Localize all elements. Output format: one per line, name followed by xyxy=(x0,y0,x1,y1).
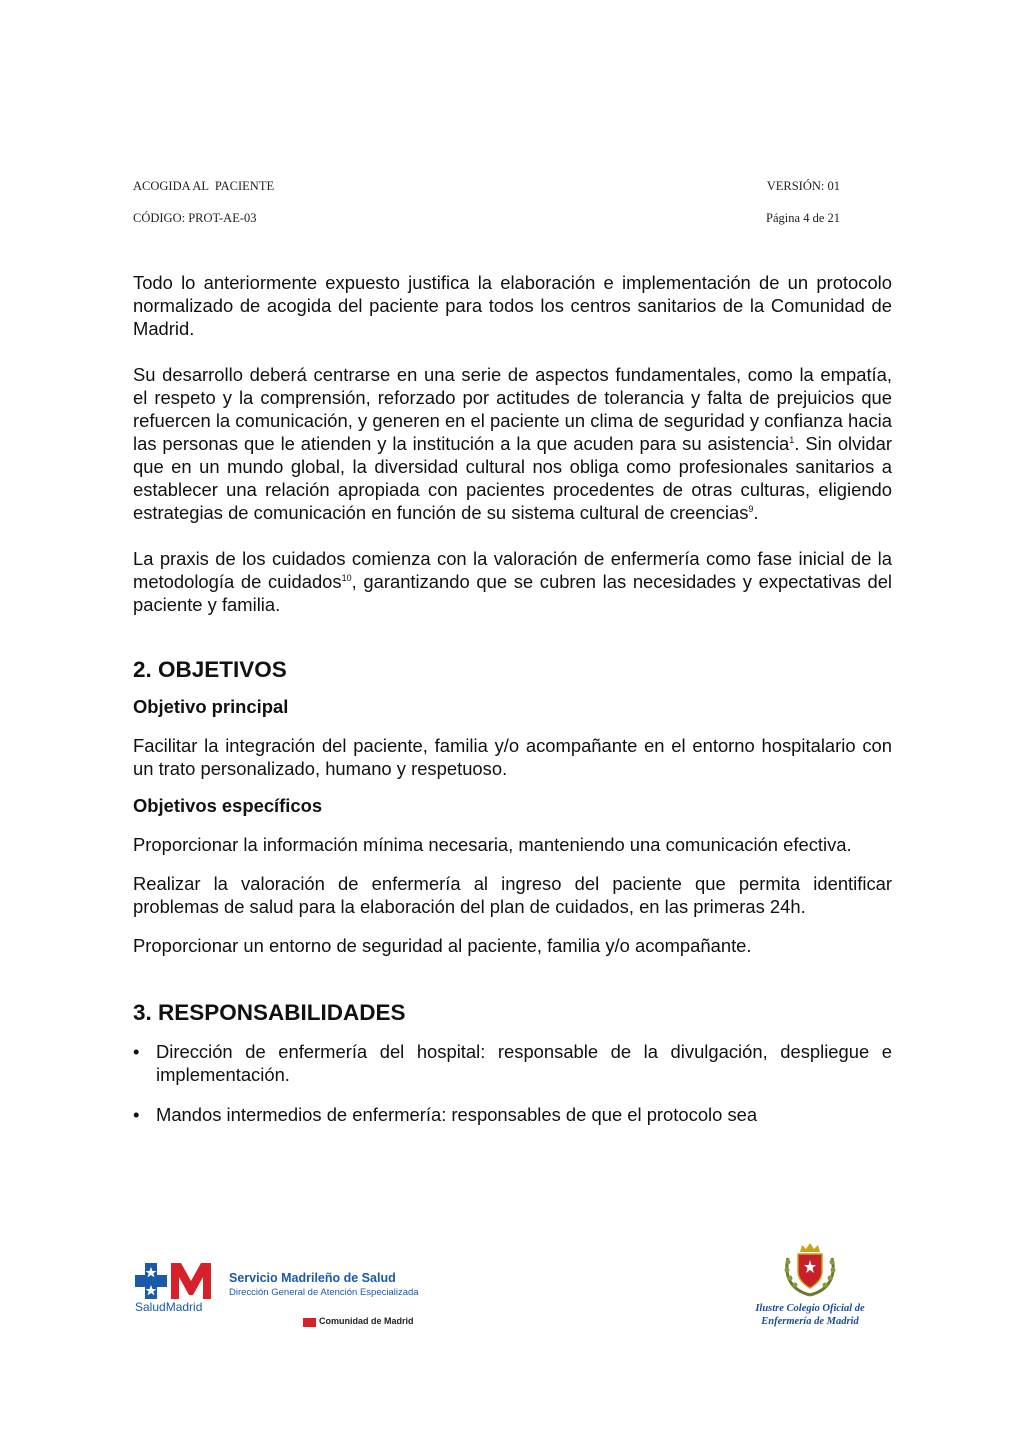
servicio-madrileno-title: Servicio Madrileño de Salud xyxy=(229,1271,396,1285)
salud-madrid-emblem-icon xyxy=(135,1263,215,1299)
list-item-text: Dirección de enfermería del hospital: responsable de la divulgación, despliegue e implementación. xyxy=(156,1041,892,1085)
intro-paragraph-3-text-b: , garantizando que se cubren las necesidades y expectativas del paciente y familia. xyxy=(133,571,893,615)
objetivo-especifico-2: Realizar la valoración de enfermería al ingreso del paciente que permita identificar problemas de salud para la elaboración del plan de cuidados, en las primeras 24h. xyxy=(133,873,892,917)
responsabilidades-list xyxy=(133,1040,892,1126)
intro-paragraph-2-text-c: . xyxy=(753,502,759,523)
section-heading-responsabilidades: 3. RESPONSABILIDADES xyxy=(133,1000,406,1025)
colegio-emblem-icon xyxy=(780,1240,840,1298)
intro-paragraph-3-text-a: La praxis de los cuidados comienza con la valoración de enfermería como fase inicial de la metodología de cuidados xyxy=(133,548,892,592)
page-number: Página 4 de 21 xyxy=(766,211,840,225)
intro-paragraph-2-text-b: . Sin olvidar que en un mundo global, la diversidad cultural nos obliga como profesionales sanitarios a establecer una relación apropiada con pacientes procedentes de otras culturas, eligiendo estrategias de comunicación en función de su sistema cultural de creencias xyxy=(133,433,892,523)
footnote-ref-1: 1 xyxy=(789,435,795,445)
list-item-text: Mandos intermedios de enfermería: responsables de que el protocolo sea xyxy=(156,1104,758,1125)
subheading-objetivo-principal: Objetivo principal xyxy=(133,696,289,717)
objetivo-especifico-3: Proporcionar un entorno de seguridad al paciente, familia y/o acompañante. xyxy=(133,935,752,956)
intro-paragraph-2 xyxy=(133,363,892,524)
salud-madrid-brand: SaludMadrid xyxy=(135,1300,203,1314)
footnote-ref-9: 9 xyxy=(748,504,754,514)
document-title: ACOGIDA AL PACIENTE xyxy=(133,179,275,193)
colegio-name-line-2: Enfermería de Madrid xyxy=(761,1316,859,1327)
objetivo-especifico-1: Proporcionar la información mínima necesaria, manteniendo una comunicación efectiva. xyxy=(133,834,852,855)
page-header-row-1 xyxy=(133,179,840,194)
list-item xyxy=(133,1103,892,1126)
colegio-enfermeria-logo xyxy=(740,1240,880,1330)
salud-madrid-logo xyxy=(135,1263,435,1333)
document-code: CÓDIGO: PROT-AE-03 xyxy=(133,211,257,225)
colegio-name-line-1: Ilustre Colegio Oficial de xyxy=(755,1303,865,1314)
bullet-icon: • xyxy=(133,1104,140,1125)
colegio-enfermeria-name xyxy=(740,1302,880,1328)
servicio-madrileno-subtitle: Dirección General de Atención Especializada xyxy=(229,1287,419,1298)
document-version: VERSIÓN: 01 xyxy=(766,179,840,193)
footnote-ref-10: 10 xyxy=(341,573,352,583)
intro-paragraph-1: Todo lo anteriormente expuesto justifica la elaboración e implementación de un protocolo normalizado de acogida del paciente para todos los centros sanitarios de la Comunidad de Madrid. xyxy=(133,272,892,339)
intro-paragraph-3 xyxy=(133,547,892,616)
subheading-objetivos-especificos: Objetivos específicos xyxy=(133,795,323,816)
document-body xyxy=(133,271,892,1143)
comunidad-madrid-label: Comunidad de Madrid xyxy=(319,1316,414,1326)
page-header-row-2 xyxy=(133,211,840,226)
intro-paragraph-2-text-a: Su desarrollo deberá centrarse en una serie de aspectos fundamentales, como la empatía, el respeto y la comprensión, reforzado por actitudes de tolerancia y falta de prejuicios que refuercen la comunicación, y generen en el paciente un clima de seguridad y confianza hacia las personas que le atienden y la institución a la que acuden para su asistencia xyxy=(133,364,892,454)
objetivo-principal-text: Facilitar la integración del paciente, familia y/o acompañante en el entorno hospitalario con un trato personalizado, humano y respetuoso. xyxy=(133,735,892,779)
section-heading-objetivos: 2. OBJETIVOS xyxy=(133,657,287,682)
list-item xyxy=(133,1040,892,1086)
comunidad-madrid-flag-icon xyxy=(303,1318,316,1327)
bullet-icon: • xyxy=(133,1041,140,1062)
